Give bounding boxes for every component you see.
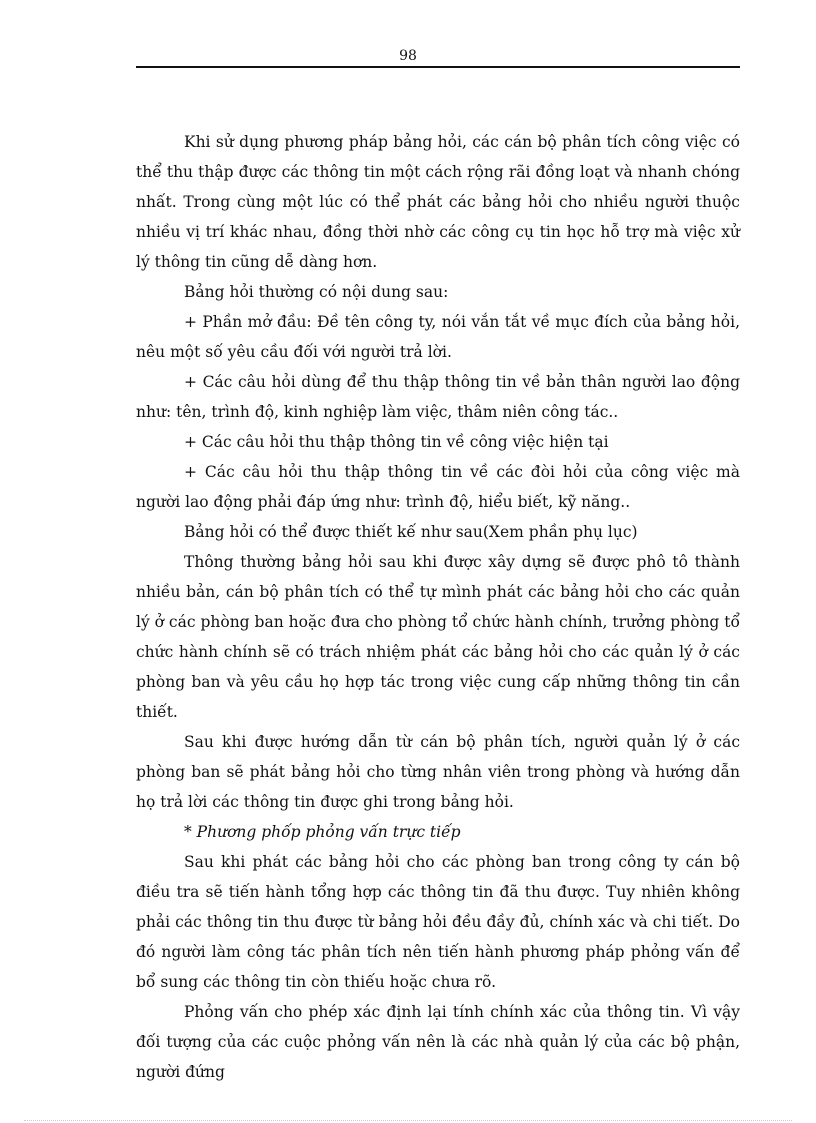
paragraph: Khi sử dụng phương pháp bảng hỏi, các cán bộ phân tích công việc có thể thu thập được các thông tin một cách rộng rãi đồng loạt và nhanh chóng nhất. Trong cùng một lúc có thể phát các bảng hỏi cho nhiều người thuộc nhiều vị trí khác nhau, đồng thời nhờ các công cụ tin học hỗ trợ mà việc xử lý thông tin cũng dễ dàng hơn. — [136, 133, 740, 271]
header-rule — [136, 66, 740, 68]
paragraph: Phỏng vấn cho phép xác định lại tính chính xác của thông tin. Vì vậy đối tượng của các cuộc phỏng vấn nên là các nhà quản lý của các bộ phận, người đứng — [136, 1003, 740, 1081]
paragraph: Bảng hỏi thường có nội dung sau: — [184, 283, 449, 301]
paragraph: Sau khi được hướng dẫn từ cán bộ phân tích, người quản lý ở các phòng ban sẽ phát bảng hỏi cho từng nhân viên trong phòng và hướng dẫn họ trả lời các thông tin được ghi trong bảng hỏi. — [136, 733, 740, 811]
paragraph: + Các câu hỏi dùng để thu thập thông tin về bản thân người lao động như: tên, trình độ, kinh nghiệp làm việc, thâm niên công tác.. — [136, 373, 740, 421]
paragraph: Sau khi phát các bảng hỏi cho các phòng ban trong công ty cán bộ điều tra sẽ tiến hành tổng hợp các thông tin đã thu được. Tuy nhiên không phải các thông tin thu được từ bảng hỏi đều đầy đủ, chính xác và chi tiết. Do đó người làm công tác phân tích nên tiến hành phương pháp phỏng vấn để bổ sung các thông tin còn thiếu hoặc chưa rõ. — [136, 853, 740, 991]
page-number: 98 — [399, 48, 417, 64]
bottom-rule — [24, 1120, 792, 1121]
paragraph: + Các câu hỏi thu thập thông tin về công việc hiện tại — [184, 433, 609, 451]
section-heading: * Phương phốp phỏng vấn trực tiếp — [184, 823, 461, 841]
paragraph: + Các câu hỏi thu thập thông tin về các đòi hỏi của công việc mà người lao động phải đáp ứng như: trình độ, hiểu biết, kỹ năng.. — [136, 463, 740, 511]
document-body — [136, 127, 740, 1087]
paragraph: + Phần mở đầu: Đề tên công ty, nói vắn tắt về mục đích của bảng hỏi, nêu một số yêu cầu đối với người trả lời. — [136, 313, 740, 361]
paragraph: Bảng hỏi có thể được thiết kế như sau(Xem phần phụ lục) — [184, 523, 638, 541]
paragraph: Thông thường bảng hỏi sau khi được xây dựng sẽ được phô tô thành nhiều bản, cán bộ phân tích có thể tự mình phát các bảng hỏi cho các quản lý ở các phòng ban hoặc đưa cho phòng tổ chức hành chính, trưởng phòng tổ chức hành chính sẽ có trách nhiệm phát các bảng hỏi cho các quản lý ở các phòng ban và yêu cầu họ hợp tác trong việc cung cấp những thông tin cần thiết. — [136, 553, 740, 721]
